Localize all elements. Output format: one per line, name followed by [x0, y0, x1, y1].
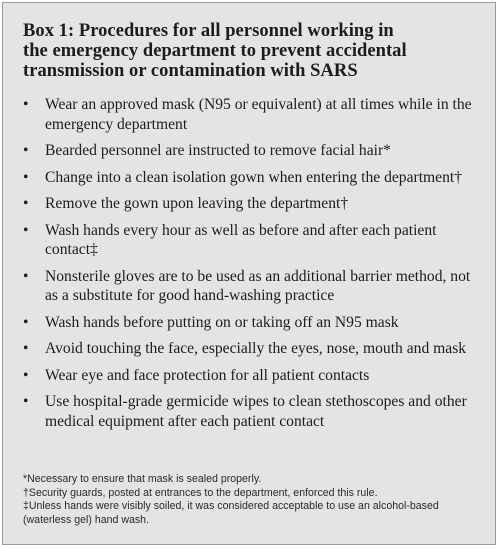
list-item-text: Bearded personnel are instructed to remove facial hair* [45, 142, 391, 159]
box-title-line-2: the emergency department to prevent accidental [23, 41, 407, 61]
list-item [23, 221, 475, 260]
bullet-icon: • [23, 142, 29, 159]
bullet-icon: • [23, 221, 29, 239]
bullet-icon: • [23, 96, 29, 113]
bullet-icon: • [23, 168, 29, 186]
bullet-icon: • [23, 195, 29, 212]
list-item-text: Avoid touching the face, especially the eyes, nose, mouth and mask [45, 340, 467, 357]
list-item-text: Remove the gown upon leaving the department† [45, 195, 349, 212]
list-item [23, 141, 475, 161]
footnotes [23, 473, 477, 527]
list-item [23, 168, 475, 188]
box-title-line-1: Box 1: Procedures for all personnel working in [23, 21, 394, 41]
list-item [23, 267, 475, 306]
list-item-text: Change into a clean isolation gown when entering the department† [45, 168, 463, 186]
bullet-icon: • [23, 366, 29, 384]
list-item-text: Wear eye and face protection for all patient contacts [45, 366, 370, 384]
list-item [23, 194, 475, 214]
bullet-icon: • [23, 267, 29, 285]
list-item-text: Wash hands before putting on or taking off an N95 mask [45, 313, 399, 331]
list-item [23, 95, 475, 134]
bullet-icon: • [23, 393, 29, 410]
list-item [23, 339, 475, 359]
procedures-box [2, 2, 496, 545]
procedures-list [23, 95, 475, 431]
list-item-text: Wear an approved mask (N95 or equivalent) at all times while in the emergency department [45, 96, 472, 133]
list-item [23, 366, 475, 386]
footnote-mask-seal: *Necessary to ensure that mask is sealed properly. [23, 473, 262, 485]
list-item [23, 313, 475, 333]
box-title-line-3: transmission or contamination with SARS [23, 61, 358, 81]
footnote-hand-wash: ‡Unless hands were visibly soiled, it was considered acceptable to use an alcohol-based (waterless gel) hand wash. [23, 500, 439, 526]
list-item-text: Use hospital-grade germicide wipes to clean stethoscopes and other medical equipment after each patient contact [45, 393, 467, 430]
list-item [23, 392, 475, 431]
list-item-text: Nonsterile gloves are to be used as an additional barrier method, not as a substitute for good hand-washing practice [45, 267, 471, 304]
list-item-text: Wash hands every hour as well as before and after each patient contact‡ [45, 221, 437, 258]
footnote-security-guards: †Security guards, posted at entrances to the department, enforced this rule. [23, 486, 378, 499]
bullet-icon: • [23, 313, 29, 331]
box-title [23, 21, 475, 81]
bullet-icon: • [23, 340, 29, 357]
